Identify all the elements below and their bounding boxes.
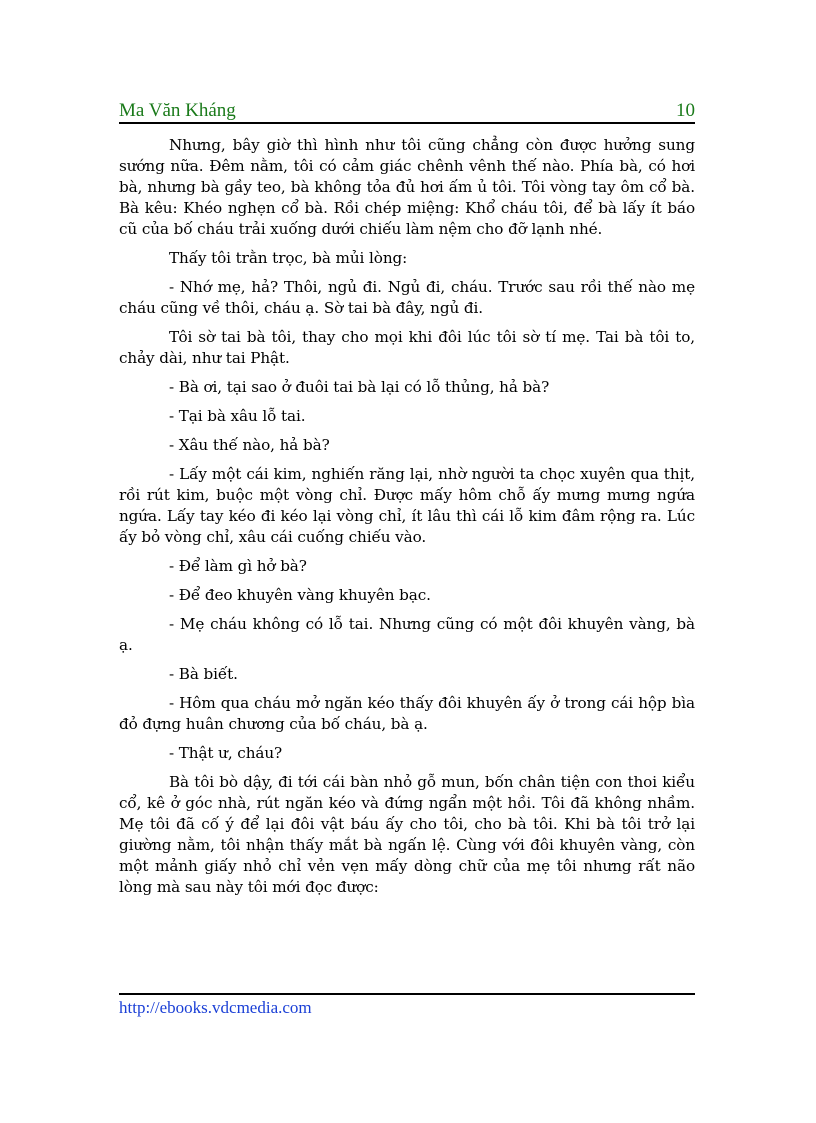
paragraph: Nhưng, bây giờ thì hình như tôi cũng chẳng còn được hưởng sung sướng nữa. Đêm nằm, tôi có cảm giác chênh vênh thế nào. Phía bà, có hơi bà, nhưng bà gầy teo, bà không tỏa đủ hơi ấm ủ tôi. Tôi vòng tay ôm cổ bà. Bà kêu: Khéo nghẹn cổ bà. Rồi chép miệng: Khổ cháu tôi, để bà lấy ít báo cũ của bố cháu trải xuống dưới chiếu làm nệm cho đỡ lạnh nhé. (119, 136, 695, 238)
page-number: 10 (676, 100, 695, 121)
paragraph: - Lấy một cái kim, nghiến răng lại, nhờ người ta chọc xuyên qua thịt, rồi rút kim, buộc một vòng chỉ. Được mấy hôm chỗ ấy mưng mưng ngứa ngứa. Lấy tay kéo đi kéo lại vòng chỉ, ít lâu thì cái lỗ kim đâm rộng ra. Lúc ấy bỏ vòng chỉ, xâu cái cuống chiếu vào. (119, 465, 695, 546)
paragraph: - Mẹ cháu không có lỗ tai. Nhưng cũng có một đôi khuyên vàng, bà ạ. (119, 615, 695, 654)
paragraph: Bà tôi bò dậy, đi tới cái bàn nhỏ gỗ mun, bốn chân tiện con thoi kiểu cổ, kê ở góc nhà, rút ngăn kéo và đứng ngẩn một hồi. Tôi đã không nhầm. Mẹ tôi đã cố ý để lại đôi vật báu ấy cho tôi, cho bà tôi. Khi bà tôi trở lại giường nằm, tôi nhận thấy mắt bà ngấn lệ. Cùng với đôi khuyên vàng, còn một mảnh giấy nhỏ chỉ vẻn vẹn mấy dòng chữ của mẹ tôi nhưng rất não lòng mà sau này tôi mới đọc được: (119, 773, 695, 896)
paragraph: - Bà ơi, tại sao ở đuôi tai bà lại có lỗ thủng, hả bà? (169, 378, 550, 396)
paragraph: - Để làm gì hở bà? (169, 557, 307, 575)
paragraph: - Hôm qua cháu mở ngăn kéo thấy đôi khuyên ấy ở trong cái hộp bìa đỏ đựng huân chương của bố cháu, bà ạ. (119, 694, 695, 733)
paragraph: - Thật ư, cháu? (169, 744, 283, 762)
paragraph: - Xâu thế nào, hả bà? (169, 436, 330, 454)
footer-website-link[interactable]: http://ebooks.vdcmedia.com (119, 998, 312, 1017)
paragraph: Thấy tôi trằn trọc, bà mủi lòng: (169, 249, 408, 267)
page-body (119, 135, 695, 906)
book-author-title: Ma Văn Kháng (119, 100, 236, 121)
page-header (119, 100, 695, 124)
paragraph: - Tại bà xâu lỗ tai. (169, 407, 306, 425)
page-footer (119, 993, 695, 1018)
paragraph: Tôi sờ tai bà tôi, thay cho mọi khi đôi lúc tôi sờ tí mẹ. Tai bà tôi to, chảy dài, như tai Phật. (119, 328, 695, 367)
paragraph: - Bà biết. (169, 665, 238, 683)
paragraph: - Nhớ mẹ, hả? Thôi, ngủ đi. Ngủ đi, cháu. Trước sau rồi thế nào mẹ cháu cũng về thôi, cháu ạ. Sờ tai bà đây, ngủ đi. (119, 278, 695, 317)
paragraph: - Để đeo khuyên vàng khuyên bạc. (169, 586, 431, 604)
